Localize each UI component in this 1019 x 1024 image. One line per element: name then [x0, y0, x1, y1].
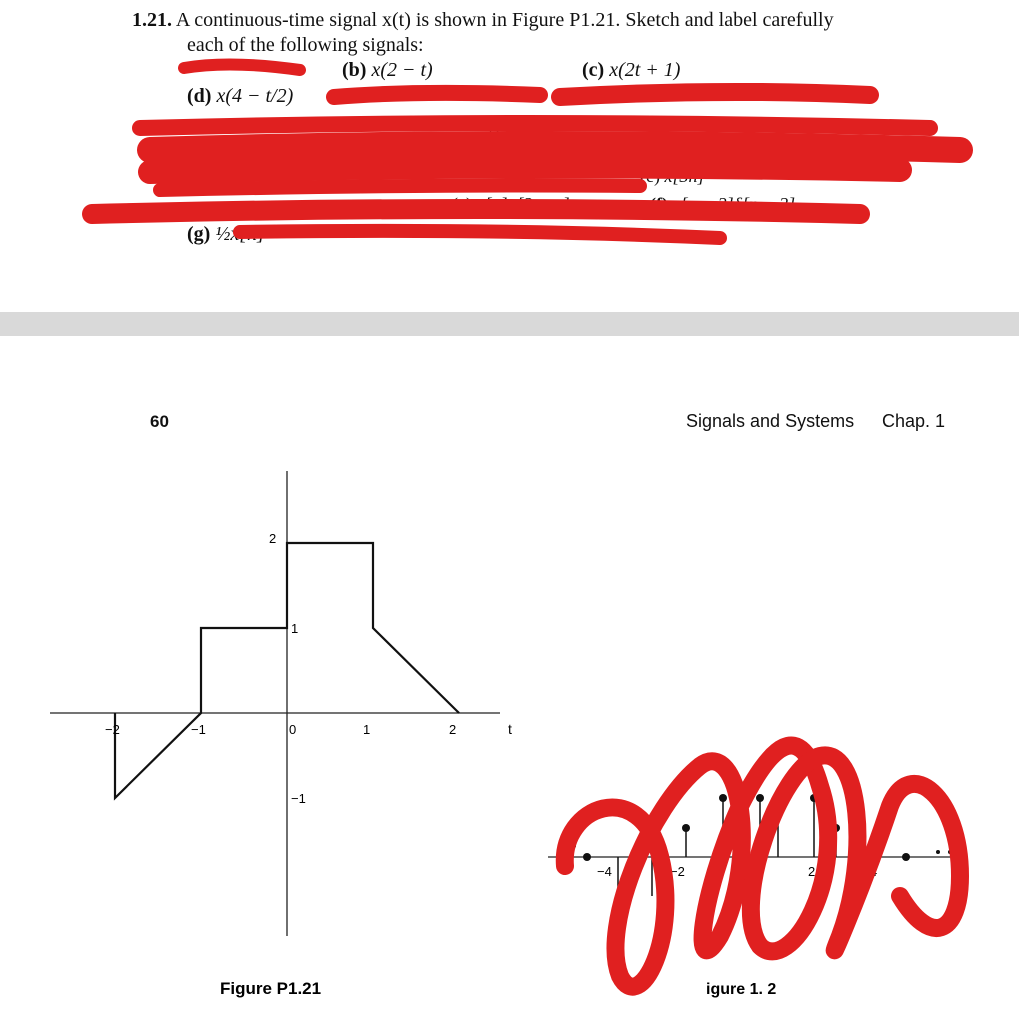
x-tick-label: 2	[449, 722, 457, 737]
x-tick-label: 0	[289, 722, 297, 737]
scribble-d1	[334, 93, 540, 97]
chapter-label: Chap. 1	[882, 411, 946, 431]
item-e2-fragment: (e) x[n]u[3 − n]	[452, 194, 570, 214]
n-axis-label: n	[955, 863, 963, 879]
figure-caption: Figure P1.21	[220, 979, 322, 998]
tick-group	[105, 531, 456, 806]
redaction-scribbles	[0, 0, 1019, 312]
svg-text:4: 4	[870, 864, 878, 879]
svg-text:−2: −2	[670, 864, 685, 879]
figure2-scribble	[565, 746, 960, 987]
item-b: (b) x(2 − t)	[342, 59, 433, 81]
page-number: 60	[150, 412, 169, 431]
figure2-caption-fragment: igure 1. 2	[706, 981, 777, 998]
scribble-d2	[560, 92, 870, 97]
figure-p1-21	[0, 336, 1019, 1024]
item-e-fragment: (e) x[3n]	[640, 166, 705, 186]
book-page	[0, 336, 1019, 1024]
item-c: (c) x(2t + 1)	[582, 59, 681, 81]
figure-p1-22	[548, 746, 963, 998]
scribble-band-3	[150, 166, 900, 172]
item-g-fragment: (g) ½x[n] +	[187, 223, 284, 245]
svg-text:0: 0	[751, 864, 759, 879]
scribble-band-2	[150, 144, 960, 150]
scribble-band-4	[160, 186, 640, 191]
problem-text-1: A continuous-time signal x(t) is shown in Figure P1.21. Sketch and label carefully	[175, 9, 834, 31]
svg-text:−4: −4	[597, 864, 612, 879]
scribble-a	[184, 64, 300, 70]
page-divider	[0, 312, 1019, 336]
problem-line-2: each of the following signals:	[187, 34, 424, 56]
y-tick-label: 1	[291, 621, 299, 636]
svg-text:2: 2	[808, 864, 816, 879]
scribble-band-6	[240, 231, 720, 238]
y-tick-label: −1	[291, 791, 306, 806]
y-tick-label: 2	[269, 531, 277, 546]
partial-line: is shown in Figure P1.22. Sketch	[376, 113, 640, 135]
item-f-fragment: (f) x[n − 2]δ[n − 2]	[650, 194, 796, 214]
item-d: (d) x(4 − t/2)	[187, 85, 294, 107]
scribble-band-5	[92, 209, 860, 214]
scribble-band-1	[140, 123, 930, 128]
x-tick-label: −1	[191, 722, 206, 737]
problem-number: 1.21.	[132, 9, 172, 31]
problem-panel	[0, 0, 1019, 312]
x-tick-label: 1	[363, 722, 371, 737]
x-axis-label: t	[508, 721, 512, 737]
svg-text:−1: −1	[706, 864, 721, 879]
book-title: Signals and Systems	[686, 411, 855, 431]
x-tick-label: −2	[105, 722, 120, 737]
